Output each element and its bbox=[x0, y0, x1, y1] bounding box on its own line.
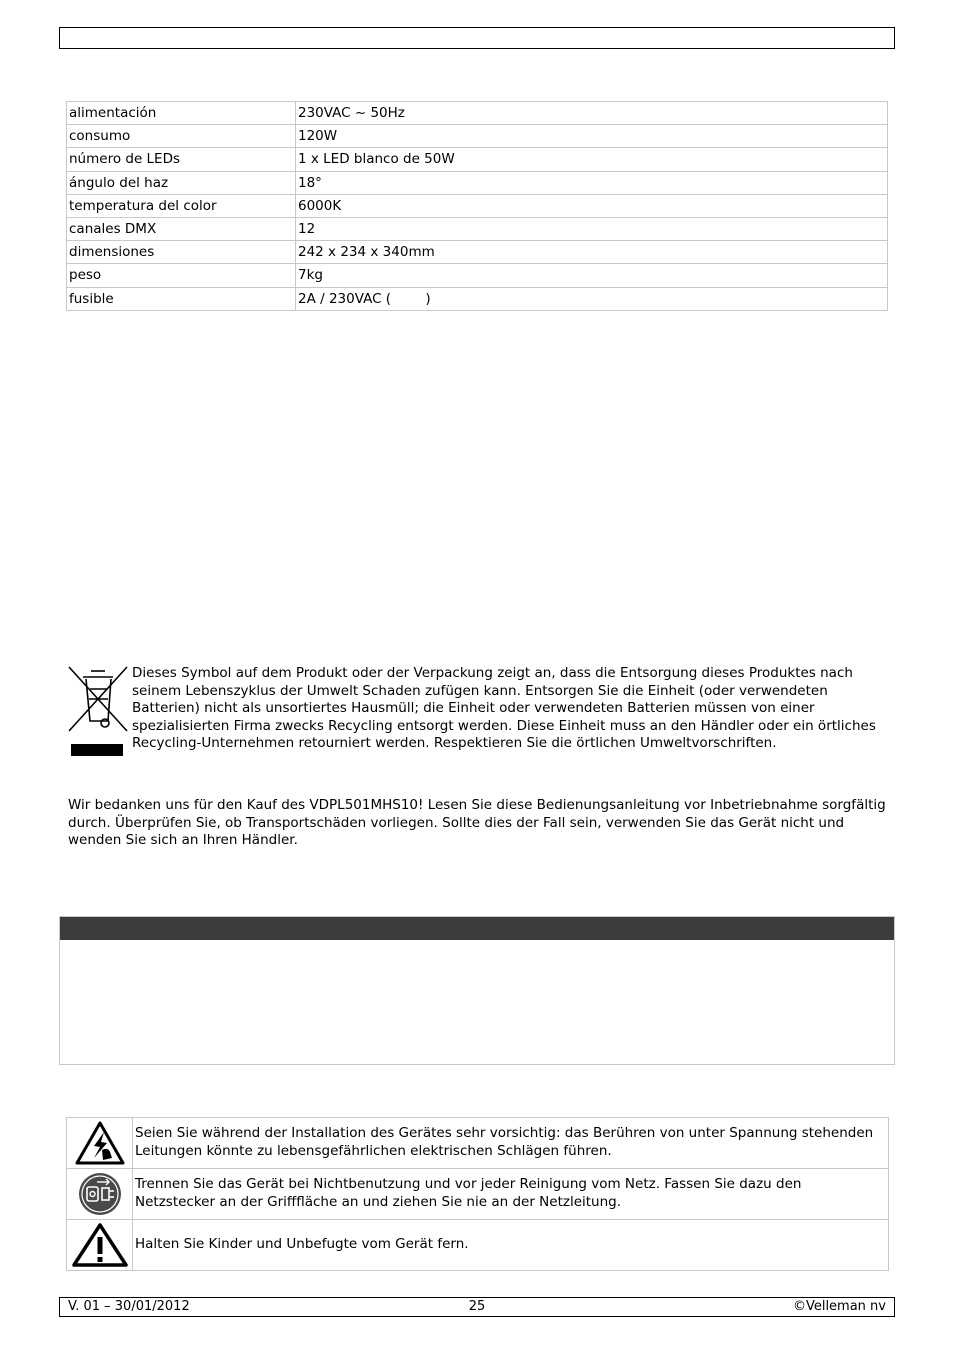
page-header-box bbox=[59, 27, 895, 49]
copyright-notice: ©Velleman nv bbox=[792, 1299, 886, 1314]
table-row: fusible 2A / 230VAC ( ) bbox=[67, 287, 888, 310]
table-row: dimensiones 242 x 234 x 340mm bbox=[67, 241, 888, 264]
electric-shock-warning-icon bbox=[67, 1120, 132, 1166]
table-row: alimentación 230VAC ~ 50Hz bbox=[67, 102, 888, 125]
table-row: Trennen Sie das Gerät bei Nichtbenutzung und vor jeder Reinigung vom Netz. Fassen Sie dazu den Netzstecker an der Grifffläche an und ziehen Sie nie an der Netzleitung. bbox=[67, 1169, 889, 1220]
page-number: 25 bbox=[468, 1299, 486, 1314]
warning-triangle-icon bbox=[67, 1222, 132, 1268]
unplug-icon bbox=[67, 1171, 132, 1217]
introduction-paragraph: Wir bedanken uns für den Kauf des VDPL501MHS10! Lesen Sie diese Bedienungsanleitung vor Inbetriebnahme sorgfältig durch. Überprüfen Sie, ob Transportschäden vorliegen. Sollte dies der Fall sein, verwenden Sie das Gerät nicht und wenden Sie sich an Ihren Händler. bbox=[68, 797, 886, 849]
table-row: temperatura del color 6000K bbox=[67, 194, 888, 217]
table-row: peso 7kg bbox=[67, 264, 888, 287]
weee-disposal-text: Dieses Symbol auf dem Produkt oder der Verpackung zeigt an, dass die Entsorgung dieses Produktes nach seinem Lebenszyklus der Umwelt Schaden zufügen kann. Entsorgen Sie die Einheit (oder verwendeten Batterien) nicht als unsortiertes Hausmüll; die Einheit oder verwendeten Batterien müssen von einer spezialisierten Firma zwecks Recycling entsorgt werden. Diese Einheit muss an den Händler oder ein örtliches Recycling-Unternehmen retourniert werden. Respektieren Sie die örtlichen Umweltvorschriften. bbox=[132, 665, 876, 752]
section-box bbox=[59, 916, 895, 1065]
safety-instructions-table bbox=[66, 1117, 889, 1271]
table-row: Halten Sie Kinder und Unbefugte vom Gerät fern. bbox=[67, 1220, 889, 1271]
table-row: número de LEDs 1 x LED blanco de 50W bbox=[67, 148, 888, 171]
page-footer bbox=[59, 1297, 895, 1317]
table-row: consumo 120W bbox=[67, 125, 888, 148]
table-row: Seien Sie während der Installation des Gerätes sehr vorsichtig: das Berühren von unter Spannung stehenden Leitungen könnte zu lebensgefährlichen elektrischen Schlägen führen. bbox=[67, 1118, 889, 1169]
specifications-table bbox=[66, 101, 888, 311]
crossed-out-wheelie-bin-icon bbox=[67, 665, 129, 757]
table-row: canales DMX 12 bbox=[67, 217, 888, 240]
document-version: V. 01 – 30/01/2012 bbox=[68, 1299, 190, 1314]
section-title-bar bbox=[60, 917, 894, 940]
table-row: ángulo del haz 18° bbox=[67, 171, 888, 194]
